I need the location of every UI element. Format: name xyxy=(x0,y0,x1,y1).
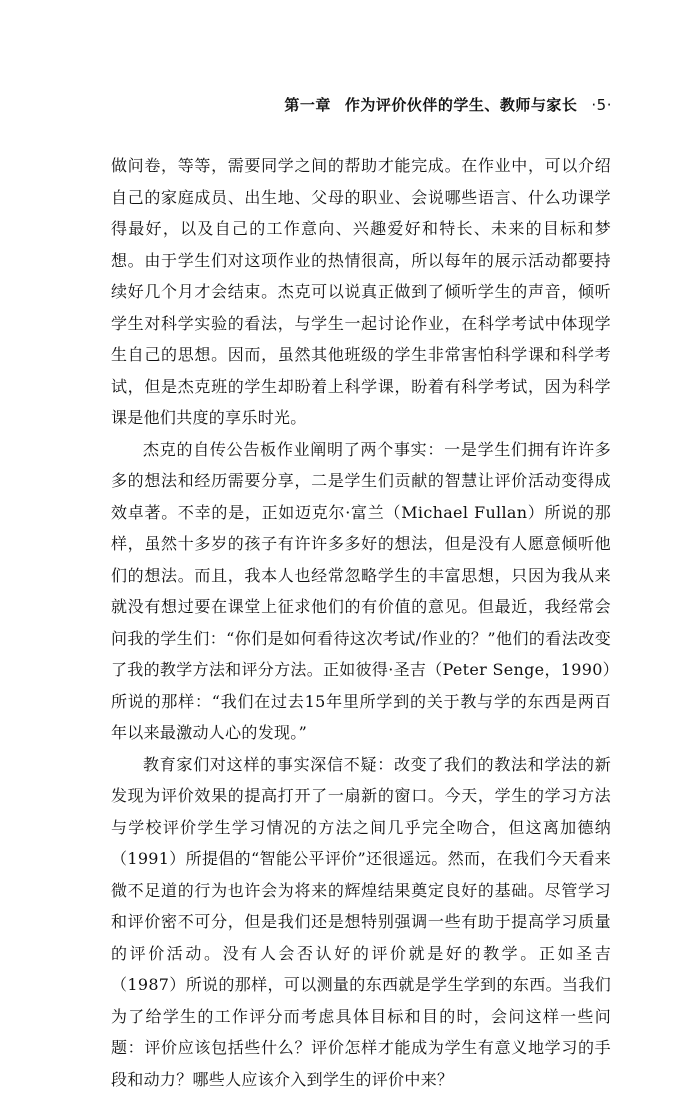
paragraph-continued: 做问卷，等等，需要同学之间的帮助才能完成。在作业中，可以介绍自己的家庭成员、出生地、父母的职业、会说哪些语言、什么功课学得最好，以及自己的工作意向、兴趣爱好和特长、未来的目标和梦想。由于学生们对这项作业的热情很高，所以每年的展示活动都要持续好几个月才会结束。杰克可以说真正做到了倾听学生的声音，倾听学生对科学实验的看法，与学生一起讨论作业，在科学考试中体现学生自己的思想。因而，虽然其他班级的学生非常害怕科学课和科学考试，但是杰克班的学生却盼着上科学课，盼着有科学考试，因为科学课是他们共度的享乐时光。 xyxy=(111,150,611,434)
paragraph: 杰克的自传公告板作业阐明了两个事实：一是学生们拥有许许多多的想法和经历需要分享，二是学生们贡献的智慧让评价活动变得成效卓著。不幸的是，正如迈克尔·富兰（Michael Fullan）所说的那样，虽然十多岁的孩子有许许多多好的想法，但是没有人愿意倾听他们的想法。而且，我本人也经常忽略学生的丰富思想，只因为我从来就没有想过要在课堂上征求他们的有价值的意见。但最近，我经常会问我的学生们：“你们是如何看待这次考试/作业的？”他们的看法改变了我的教学方法和评分方法。正如彼得·圣吉（Peter Senge，1990）所说的那样：“我们在过去15年里所学到的关于教与学的东西是两百年以来最激动人心的发现。” xyxy=(111,434,611,749)
running-header xyxy=(284,94,612,115)
body-text xyxy=(111,150,611,1095)
paragraph: 教育家们对这样的事实深信不疑：改变了我们的教法和学法的新发现为评价效果的提高打开了一扇新的窗口。今天，学生的学习方法与学校评价学生学习情况的方法之间几乎完全吻合，但这离加德纳（1991）所提倡的“智能公平评价”还很遥远。然而，在我们今天看来微不足道的行为也许会为将来的辉煌结果奠定良好的基础。尽管学习和评价密不可分，但是我们还是想特别强调一些有助于提高学习质量的评价活动。没有人会否认好的评价就是好的教学。正如圣吉（1987）所说的那样，可以测量的东西就是学生学到的东西。当我们为了给学生的工作评分而考虑具体目标和目的时，会问这样一些问题：评价应该包括些什么？评价怎样才能成为学生有意义地学习的手段和动力？哪些人应该介入到学生的评价中来？ xyxy=(111,749,611,1095)
chapter-label: 第一章 xyxy=(284,96,331,114)
chapter-title: 作为评价伙伴的学生、教师与家长 xyxy=(345,96,578,114)
page-number: ·5· xyxy=(591,96,612,114)
